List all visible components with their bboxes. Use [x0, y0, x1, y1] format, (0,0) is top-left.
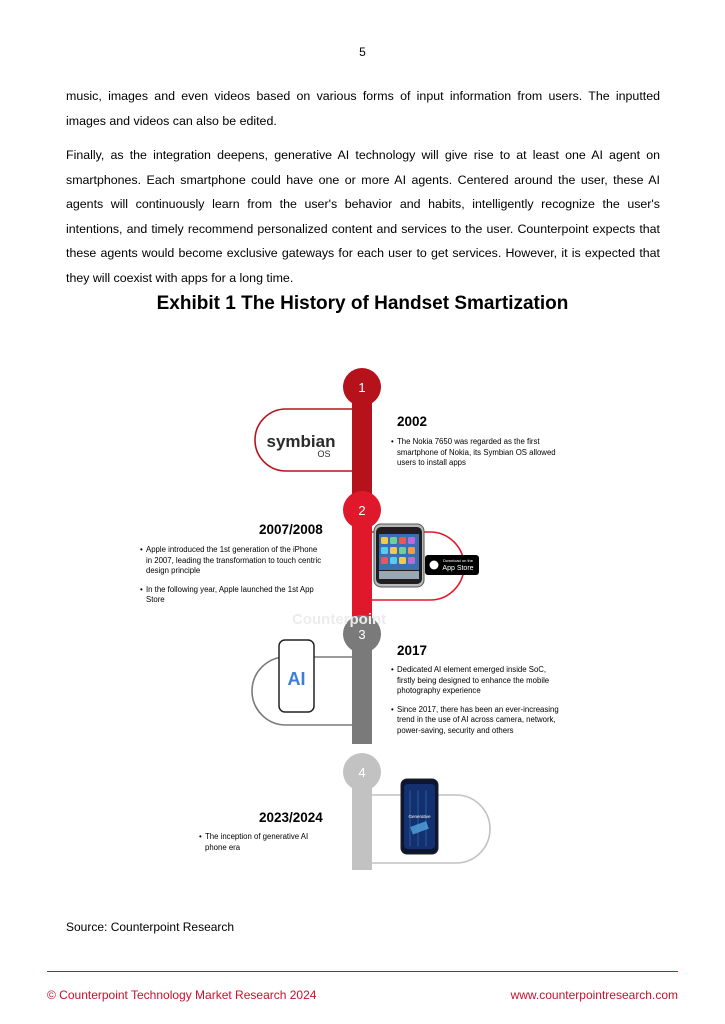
ai-label: AI: [287, 669, 306, 689]
watermark: Counterpoint: [292, 611, 387, 628]
source-note: Source: Counterpoint Research: [66, 920, 235, 934]
paragraph-2: Finally, as the integration deepens, generative AI technology will give rise to at least one AI agent on smartphones. Each smartphone could have one or more AI agents. Centered around the user, these AI agents will continuously learn from the user's behavior and habits, intelligently recognize the user's intentions, and timely recommend personalized content and services to the user. Counterpoint expects that these agents would become exclusive gateways for each user to get services. However, it is expected that they will coexist with apps for a long time.: [66, 148, 660, 285]
symbian-word: symbian: [266, 432, 336, 451]
app-store-big: App Store: [442, 565, 474, 572]
iphone-image: [374, 524, 424, 587]
generative-label: Generative: [408, 814, 431, 819]
symbian-logo: [267, 432, 336, 459]
step-4-year: 2023/2024: [259, 810, 323, 825]
step-3-bullet-2: • Since 2017, there has been an ever-increasing trend in the use of AI across camera, network, power-saving, security and others: [391, 705, 563, 737]
symbian-os: OS: [317, 449, 331, 459]
app-store-small: Download on the: [442, 558, 474, 563]
ai-phone-image: [279, 640, 314, 712]
step-number-3: 3: [358, 627, 366, 642]
step-number-1: 1: [358, 380, 366, 395]
page-number: 5: [359, 45, 366, 59]
footer-website-link[interactable]: www.counterpointresearch.com: [510, 988, 678, 1002]
step-1-bullet-1: • The Nokia 7650 was regarded as the first smartphone of Nokia, its Symbian OS allowed users to install apps: [391, 437, 561, 469]
step-3-bullets: [391, 665, 563, 744]
footer-divider: [47, 971, 678, 972]
paragraph-1: music, images and even videos based on various forms of input information from users. The inputted images and videos can also be edited.: [66, 89, 660, 128]
step-3-year: 2017: [397, 643, 428, 658]
step-2-bullet-1: • Apple introduced the 1st generation of the iPhone in 2007, leading the transformation to touch centric design principle: [140, 545, 322, 577]
step-3-bullet-1: • Dedicated AI element emerged inside SoC, firstly being designed to enhance the mobile photography experience: [391, 665, 563, 697]
step-2-bullets: [140, 545, 322, 614]
step-2-year: 2007/2008: [259, 522, 323, 537]
app-store-badge: [425, 555, 479, 575]
generative-phone-image: [401, 779, 438, 854]
step-1-year: 2002: [397, 414, 428, 429]
footer-copyright: © Counterpoint Technology Market Research 2024: [47, 988, 317, 1002]
step-1-bullets: [391, 437, 561, 477]
exhibit-title: Exhibit 1 The History of Handset Smartization: [156, 293, 569, 314]
step-number-2: 2: [358, 503, 366, 518]
step-4-bullets: [199, 832, 327, 861]
step-2-bullet-2: • In the following year, Apple launched the 1st App Store: [140, 585, 322, 606]
step-number-4: 4: [358, 765, 366, 780]
step-4-bullet-1: • The inception of generative AI phone era: [199, 832, 327, 853]
